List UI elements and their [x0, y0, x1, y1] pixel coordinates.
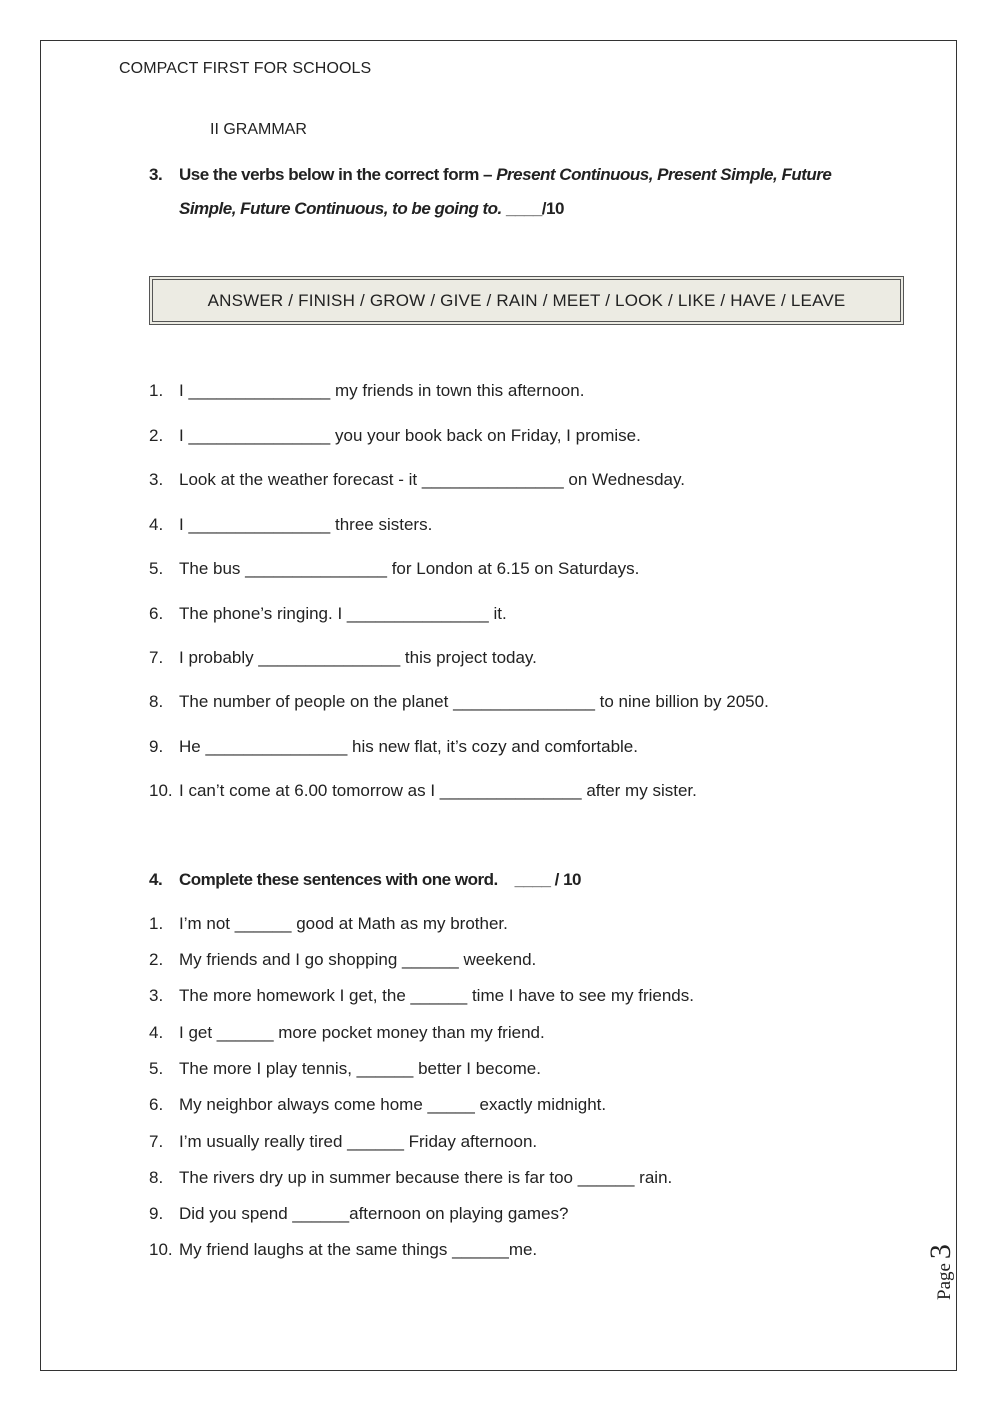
item-text: Did you spend ______afternoon on playing games?	[179, 1204, 569, 1223]
task3-tenses-line1: Present Continuous, Present Simple, Future	[496, 165, 832, 184]
item-number: 7.	[149, 1132, 164, 1151]
item-text: He _______________ his new flat, it’s cozy and comfortable.	[179, 737, 638, 756]
item-text: My friends and I go shopping ______ weekend.	[179, 950, 537, 969]
item-number: 8.	[149, 1168, 164, 1187]
item-number: 6.	[149, 604, 164, 623]
item-text: The rivers dry up in summer because there is far too ______ rain.	[179, 1168, 673, 1187]
item-number: 4.	[149, 1023, 164, 1042]
task3-tenses-line2: Simple, Future Continuous, to be going to.	[179, 199, 502, 218]
task3-score: ____/10	[501, 199, 564, 218]
item-text: The more I play tennis, ______ better I become.	[179, 1059, 541, 1078]
task4-instruction-text: Complete these sentences with one word.	[179, 870, 498, 889]
item-text: I can’t come at 6.00 tomorrow as I _______________ after my sister.	[179, 781, 697, 800]
page-label: Page	[934, 1263, 955, 1300]
item-number: 6.	[149, 1095, 164, 1114]
task4-score: ____ / 10	[514, 870, 581, 889]
item-text: I _______________ my friends in town this afternoon.	[179, 381, 585, 400]
item-text: The phone’s ringing. I _______________ it.	[179, 604, 507, 623]
item-text: I get ______ more pocket money than my friend.	[179, 1023, 545, 1042]
item-number: 10.	[149, 781, 173, 800]
task3-instruction-plain: Use the verbs below in the correct form –	[179, 165, 497, 184]
document-header: COMPACT FIRST FOR SCHOOLS	[119, 60, 372, 77]
item-number: 8.	[149, 692, 164, 711]
item-text: My friend laughs at the same things ______me.	[179, 1240, 538, 1259]
item-text: I’m usually really tired ______ Friday afternoon.	[179, 1132, 538, 1151]
item-text: I’m not ______ good at Math as my brother.	[179, 914, 508, 933]
item-number: 3.	[149, 470, 164, 489]
item-number: 5.	[149, 559, 164, 578]
item-text: I _______________ you your book back on Friday, I promise.	[179, 426, 641, 445]
task3-number: 3.	[149, 165, 163, 184]
item-text: The bus _______________ for London at 6.15 on Saturdays.	[179, 559, 640, 578]
item-text: The number of people on the planet _______________ to nine billion by 2050.	[179, 692, 769, 711]
item-text: I probably _______________ this project today.	[179, 648, 537, 667]
item-text: The more homework I get, the ______ time I have to see my friends.	[179, 986, 694, 1005]
item-text: My neighbor always come home _____ exactly midnight.	[179, 1095, 607, 1114]
item-number: 5.	[149, 1059, 164, 1078]
item-number: 3.	[149, 986, 164, 1005]
item-number: 2.	[149, 950, 164, 969]
item-number: 2.	[149, 426, 164, 445]
item-number: 1.	[149, 381, 164, 400]
item-text: I _______________ three sisters.	[179, 515, 433, 534]
task4-number: 4.	[149, 870, 163, 889]
item-number: 7.	[149, 648, 164, 667]
item-text: Look at the weather forecast - it _______________ on Wednesday.	[179, 470, 685, 489]
item-number: 9.	[149, 1204, 164, 1223]
item-number: 1.	[149, 914, 164, 933]
item-number: 10.	[149, 1240, 173, 1259]
page-number	[924, 1244, 958, 1300]
verb-list: ANSWER / FINISH / GROW / GIVE / RAIN / MEET / LOOK / LIKE / HAVE / LEAVE	[207, 290, 846, 310]
page-number-value: 3	[924, 1244, 957, 1260]
item-number: 4.	[149, 515, 164, 534]
item-number: 9.	[149, 737, 164, 756]
verb-box	[149, 276, 904, 325]
section-title: II GRAMMAR	[210, 121, 307, 138]
